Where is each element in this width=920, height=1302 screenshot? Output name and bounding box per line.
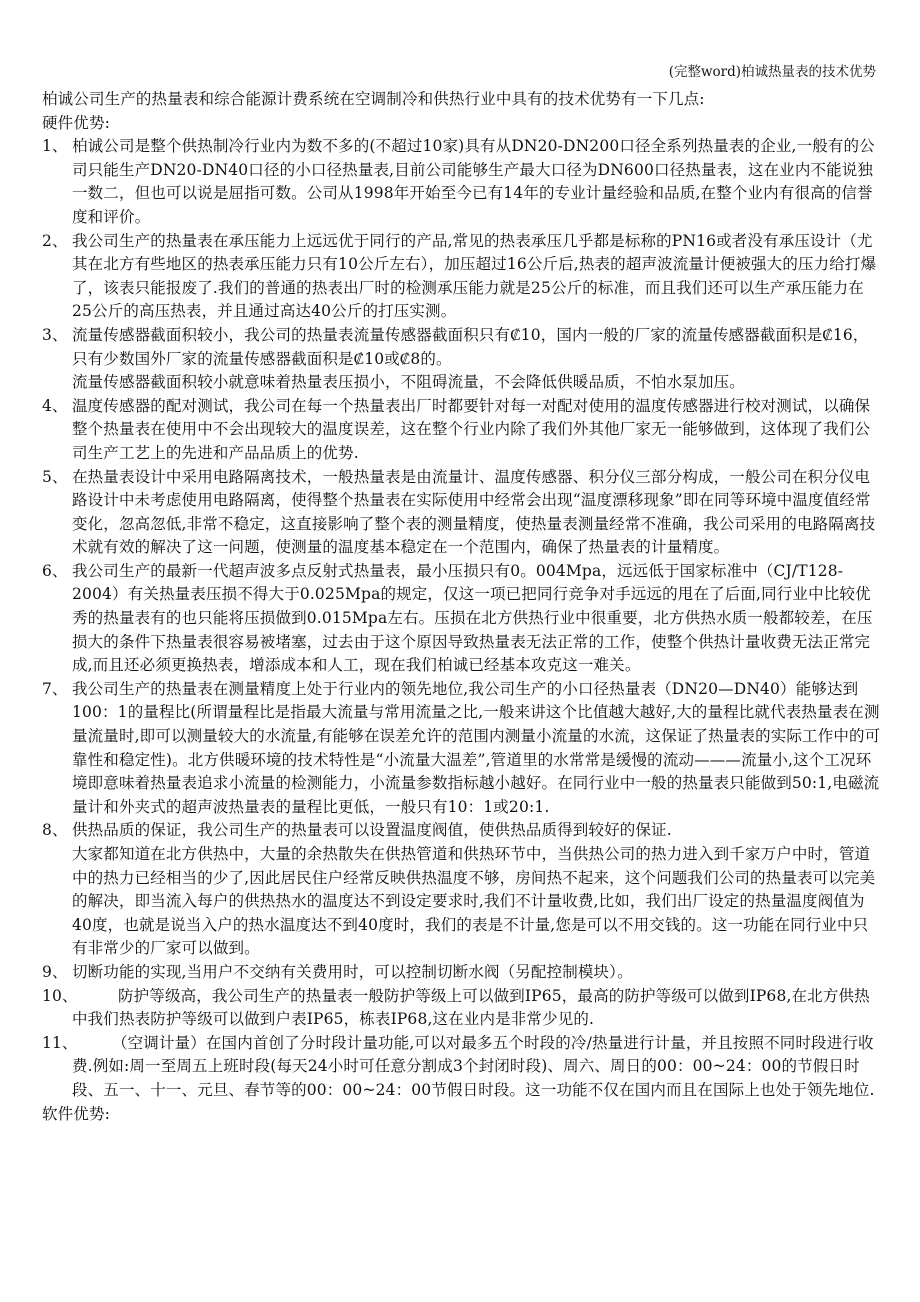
item-text: 我公司生产的最新一代超声波多点反射式热量表，最小压损只有0。004Mpa，远远低于国家标准中（CJ/T128-2004）有关热量表压损不得大于0.025Mpa的规定，仅这一项已把同行竞争对手远远的甩在了后面,同行业中比较优秀的热量表有的也只能将压损做到0.015Mpa左右。压损在北方供热行业中很重要，北方供热水质一般都较差，在压损大的条件下热量表很容易被堵塞，过去由于这个原因导致热量表无法正常的工作，使整个供热计量收费无法正常完成,而且还必须更换热表，增添成本和人工，现在我们柏诚已经基本攻克这一难关。 (72, 561, 873, 675)
item-text: （空调计量）在国内首创了分时段计量功能,可以对最多五个时段的冷/热量进行计量，并且按照不同时段进行收费.例如:周一至周五上班时段(每天24小时可任意分割成3个封闭时段)、周六、周日的00：00~24：00的节假日时段、五一、十一、元旦、春节等的00：00~24：00节假日时段。这一功能不仅在国内而且在国际上也处于领先地位. (72, 1033, 875, 1099)
list-item-8 (42, 819, 882, 843)
item-text: 供热品质的保证，我公司生产的热量表可以设置温度阀值，使供热品质得到较好的保证. (72, 821, 672, 840)
item-number: 9、 (42, 962, 68, 981)
hardware-heading: 硬件优势: (42, 113, 110, 132)
item-text: 柏诚公司是整个供热制冷行业内为数不多的(不超过10家)具有从DN20-DN200口径全系列热量表的企业,一般有的公司只能生产DN20-DN40口径的小口径热量表,目前公司能够生产最大口径为DN600口径热量表，这在业内不能说独一数二，但也可以说是屈指可数。公司从1998年开始至今已有14年的专业计量经验和品质,在整个业内有很高的信誉度和评价。 (72, 137, 875, 226)
item-number: 2、 (42, 231, 68, 250)
list-item-5 (42, 466, 882, 560)
document-body (42, 88, 882, 1126)
item-number: 11、 (42, 1033, 78, 1052)
list-item-9 (42, 961, 882, 985)
item-number: 3、 (42, 325, 68, 344)
list-item-7 (42, 678, 882, 820)
item-text: 我公司生产的热量表在测量精度上处于行业内的领先地位,我公司生产的小口径热量表（DN20—DN40）能够达到100：1的量程比(所谓量程比是指最大流量与常用流量之比,一般来讲这个比值越大越好,大的量程比就代表热量表在测量流量时,即可以测量较大的水流量,有能够在误差允许的范围内测量小流量的水流，这保证了热量表的实际工作中的可靠性和稳定性)。北方供暖环境的技术特性是“小流量大温差”,管道里的水常常是缓慢的流动———流量小,这个工况环境即意味着热量表追求小流量的检测能力，小流量参数指标越小越好。在同行业中一般的热量表只能做到50:1,电磁流量计和外夹式的超声波热量表的量程比更低，一般只有10：1或20:1. (72, 679, 881, 816)
list-item-6 (42, 560, 882, 678)
list-item-3 (42, 324, 882, 371)
item-number: 8、 (42, 821, 68, 840)
item-number: 6、 (42, 561, 68, 580)
item-number: 5、 (42, 467, 68, 486)
software-heading: 软件优势: (42, 1104, 110, 1123)
item-text: 流量传感器截面积较小，我公司的热量表流量传感器截面积只有₡10，国内一般的厂家的流量传感器截面积是₡16，只有少数国外厂家的流量传感器截面积是₡10或₡8的。 (72, 325, 869, 368)
list-item-4 (42, 395, 882, 466)
item-number: 1、 (42, 137, 68, 156)
item-text: 温度传感器的配对测试，我公司在每一个热量表出厂时都要针对每一对配对使用的温度传感器进行校对测试，以确保整个热量表在使用中不会出现较大的温度误差，这在整个行业内除了我们外其他厂家无一能够做到，这体现了我们公司生产工艺上的先进和产品品质上的优势. (72, 396, 871, 462)
list-item-2 (42, 230, 882, 324)
list-item-10 (42, 985, 882, 1032)
item-number: 4、 (42, 396, 68, 415)
item-3-note: 流量传感器截面积较小就意味着热量表压损小，不阻碍流量，不会降低供暖品质，不怕水泵加压。 (72, 373, 745, 392)
list-item-11 (42, 1032, 882, 1103)
list-item-1 (42, 135, 882, 229)
page-header: (完整word)柏诚热量表的技术优势 (668, 64, 876, 80)
item-text: 切断功能的实现,当用户不交纳有关费用时，可以控制切断水阀（另配控制模块）。 (72, 962, 633, 981)
intro-line: 柏诚公司生产的热量表和综合能源计费系统在空调制冷和供热行业中具有的技术优势有一下几点: (42, 90, 705, 108)
item-text: 我公司生产的热量表在承压能力上远远优于同行的产品,常见的热表承压几乎都是标称的PN16或者没有承压设计（尤其在北方有些地区的热表承压能力只有10公斤左右），加压超过16公斤后,热表的超声波流量计便被强大的压力给打爆了，该表只能报废了.我们的普通的热表出厂时的检测承压能力就是25公斤的标准，而且我们还可以生产承压能力在25公斤的高压热表，并且通过高达40公斤的打压实测。 (72, 231, 877, 321)
item-number: 7、 (42, 679, 68, 698)
item-text: 在热量表设计中采用电路隔离技术，一般热量表是由流量计、温度传感器、积分仪三部分构成，一般公司在积分仪电路设计中未考虑使用电路隔离，使得整个热量表在实际使用中经常会出现“温度漂移现象”即在同等环境中温度值经常变化，忽高忽低,非常不稳定，这直接影响了整个表的测量精度，使热量表测量经常不准确，我公司采用的电路隔离技术就有效的解决了这一问题，使测量的温度基本稳定在一个范围内，确保了热量表的计量精度。 (72, 467, 876, 557)
item-text: 防护等级高，我公司生产的热量表一般防护等级上可以做到IP65，最高的防护等级可以做到IP68,在北方供热中我们热表防护等级可以做到户表IP65，栋表IP68,这在业内是非常少见的. (72, 986, 870, 1029)
item-8-detail: 大家都知道在北方供热中，大量的余热散失在供热管道和供热环节中，当供热公司的热力进入到千家万户中时，管道中的热力已经相当的少了,因此居民住户经常反映供热温度不够，房间热不起来，这个问题我们公司的热量表可以完美的解决，即当流入每户的供热热水的温度达不到设定要求时,我们不计量收费,比如，我们出厂设定的热量温度阀值为40度，也就是说当入户的热水温度达不到40度时，我们的表是不计量,您是可以不用交钱的。这一功能在同行业中只有非常少的厂家可以做到。 (72, 845, 876, 958)
item-number: 10、 (42, 986, 78, 1005)
